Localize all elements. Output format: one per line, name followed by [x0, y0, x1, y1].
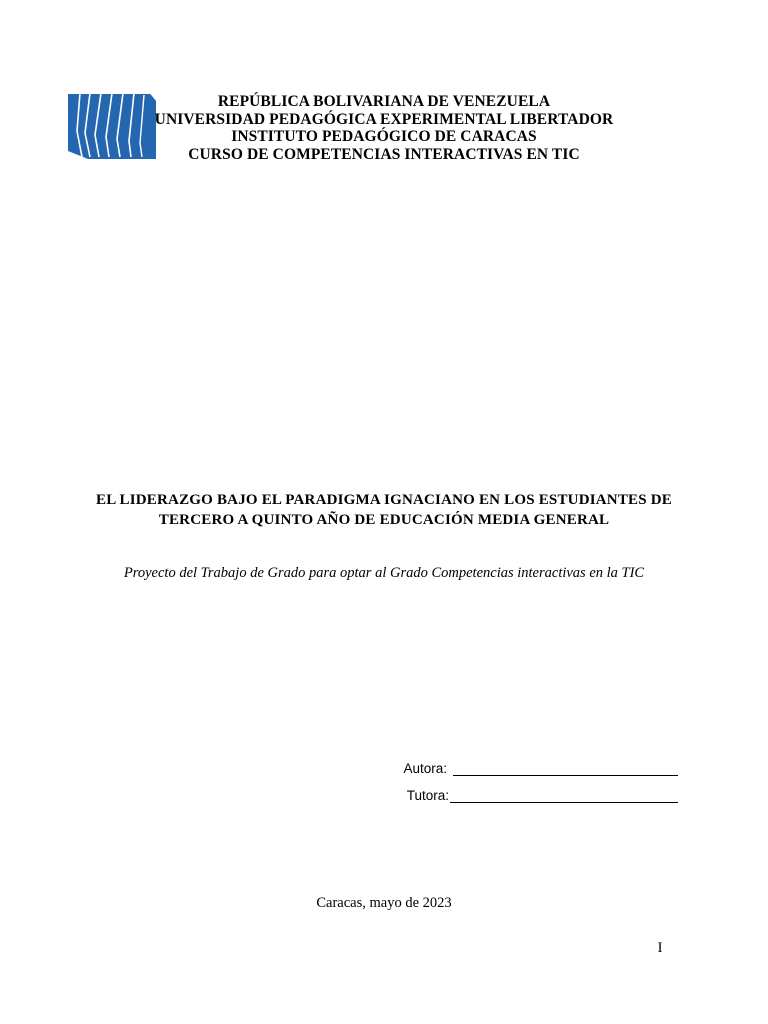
- page-number: I: [657, 940, 663, 956]
- institution-header: [120, 93, 648, 163]
- tutora-signature-row: [330, 787, 678, 805]
- autora-label: Autora:: [403, 761, 447, 776]
- header-line-course: CURSO DE COMPETENCIAS INTERACTIVAS EN TIC: [188, 145, 580, 163]
- autora-signature-row: [330, 760, 678, 778]
- title-line-1: EL LIDERAZGO BAJO EL PARADIGMA IGNACIANO EN LOS ESTUDIANTES DE: [96, 492, 672, 508]
- title-line-2: TERCERO A QUINTO AÑO DE EDUCACIÓN MEDIA GENERAL: [158, 512, 610, 528]
- header-line-institute: INSTITUTO PEDAGÓGICO DE CARACAS: [231, 128, 537, 145]
- header-line-country: REPÚBLICA BOLIVARIANA DE VENEZUELA: [217, 93, 551, 110]
- document-title: [60, 490, 708, 530]
- place-and-date: Caracas, mayo de 2023: [316, 895, 452, 911]
- header-line-university: UNIVERSIDAD PEDAGÓGICA EXPERIMENTAL LIBERTADOR: [154, 110, 614, 128]
- tutora-signature-line: [450, 788, 678, 803]
- tutora-label: Tutora:: [406, 788, 449, 803]
- autora-signature-line: [453, 761, 678, 776]
- document-subtitle: Proyecto del Trabajo de Grado para optar al Grado Competencias interactivas en la TIC: [123, 565, 645, 581]
